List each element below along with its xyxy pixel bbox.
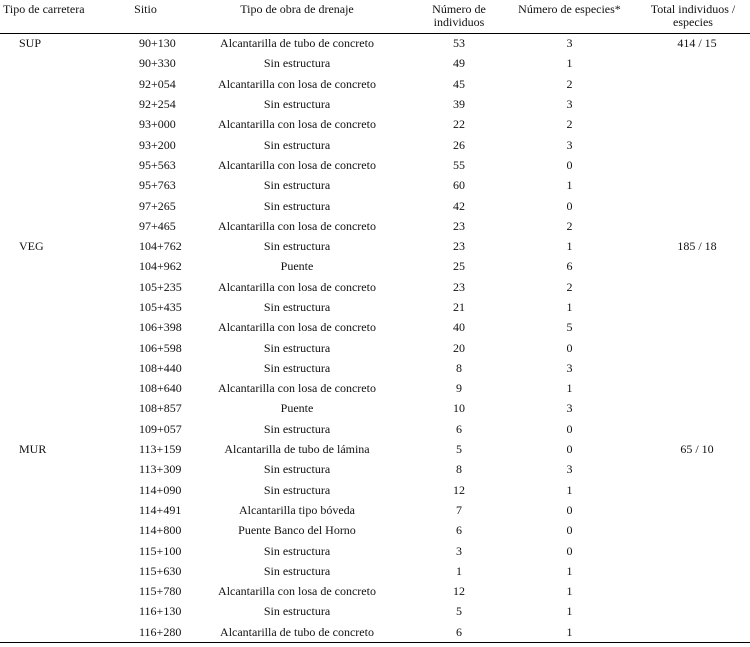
cell-sitio: 115+630 xyxy=(139,563,182,578)
cell-numero-especies: 3 xyxy=(566,462,573,477)
cell-numero-individuos: 40 xyxy=(453,320,465,335)
table-row xyxy=(0,419,750,439)
cell-numero-especies: 1 xyxy=(566,300,573,314)
cell-numero-especies: 3 xyxy=(566,97,573,112)
cell-numero-individuos: 39 xyxy=(453,97,465,112)
cell-tipo-obra: Sin estructura xyxy=(263,239,331,254)
cell-total xyxy=(636,541,750,561)
table-row xyxy=(0,399,750,419)
cell-tipo-obra: Alcantarilla de tubo de lámina xyxy=(224,442,370,457)
cell-tipo-carretera xyxy=(0,155,112,175)
cell-sitio: 106+598 xyxy=(139,340,182,355)
cell-numero-especies: 0 xyxy=(566,442,573,457)
cell-numero-individuos: 22 xyxy=(453,117,465,132)
cell-sitio: 92+054 xyxy=(139,76,176,91)
cell-total xyxy=(636,521,750,541)
cell-tipo-obra: Sin estructura xyxy=(263,198,331,213)
drainage-table xyxy=(0,3,750,643)
cell-sitio: 115+780 xyxy=(139,584,182,599)
cell-numero-especies: 0 xyxy=(566,523,573,538)
cell-numero-individuos: 53 xyxy=(453,36,465,51)
cell-numero-especies: 0 xyxy=(566,421,573,436)
cell-numero-individuos: 60 xyxy=(453,178,465,193)
cell-tipo-carretera xyxy=(0,500,112,520)
cell-numero-especies: 6 xyxy=(566,259,573,274)
cell-sitio: 105+435 xyxy=(139,300,182,314)
cell-sitio: 108+440 xyxy=(139,360,182,375)
cell-tipo-carretera xyxy=(0,541,112,561)
cell-numero-especies: 0 xyxy=(566,340,573,355)
cell-total xyxy=(636,318,750,338)
cell-tipo-obra: Sin estructura xyxy=(263,543,331,558)
cell-tipo-carretera: SUP xyxy=(19,36,42,51)
cell-tipo-obra: Sin estructura xyxy=(263,360,331,375)
cell-numero-individuos: 5 xyxy=(456,604,462,619)
cell-numero-individuos: 23 xyxy=(453,239,465,254)
cell-numero-individuos: 8 xyxy=(456,462,462,477)
cell-tipo-carretera xyxy=(0,561,112,581)
cell-total xyxy=(636,257,750,277)
cell-numero-especies: 0 xyxy=(566,157,573,172)
cell-tipo-carretera xyxy=(0,216,112,236)
cell-numero-especies: 1 xyxy=(566,604,573,619)
cell-numero-especies: 3 xyxy=(566,360,573,375)
cell-tipo-carretera xyxy=(0,94,112,114)
cell-sitio: 104+962 xyxy=(139,259,182,274)
table-row xyxy=(0,115,750,135)
cell-numero-especies: 3 xyxy=(566,36,573,51)
cell-sitio: 108+640 xyxy=(139,381,182,396)
cell-sitio: 114+090 xyxy=(139,482,182,497)
header-numero-individuos-line2: individuos xyxy=(433,15,485,29)
cell-tipo-obra: Alcantarilla con losa de concreto xyxy=(218,218,376,233)
cell-tipo-carretera xyxy=(0,297,112,317)
cell-tipo-carretera xyxy=(0,196,112,216)
cell-numero-individuos: 23 xyxy=(453,279,465,294)
header-total xyxy=(636,3,750,34)
cell-numero-especies: 3 xyxy=(566,401,573,416)
cell-tipo-carretera xyxy=(0,135,112,155)
cell-total xyxy=(636,622,750,642)
cell-numero-individuos: 45 xyxy=(453,76,465,91)
header-numero-especies: Número de especies* xyxy=(503,3,636,34)
cell-numero-individuos: 21 xyxy=(453,300,465,314)
table-row xyxy=(0,521,750,541)
cell-numero-especies: 1 xyxy=(566,482,573,497)
cell-total xyxy=(636,155,750,175)
cell-tipo-obra: Sin estructura xyxy=(263,97,331,112)
cell-numero-especies: 2 xyxy=(566,279,573,294)
table-row xyxy=(0,602,750,622)
table-row xyxy=(0,460,750,480)
cell-numero-individuos: 12 xyxy=(453,482,465,497)
cell-numero-individuos: 5 xyxy=(456,442,462,457)
table-row xyxy=(0,54,750,74)
cell-tipo-carretera xyxy=(0,582,112,602)
cell-sitio: 116+130 xyxy=(139,604,182,619)
cell-tipo-carretera xyxy=(0,419,112,439)
cell-tipo-obra: Alcantarilla con losa de concreto xyxy=(218,157,376,172)
cell-total: 414 / 15 xyxy=(677,36,717,51)
table-row xyxy=(0,196,750,216)
table-row xyxy=(0,216,750,236)
table-row xyxy=(0,358,750,378)
cell-numero-individuos: 6 xyxy=(456,421,462,436)
cell-tipo-carretera xyxy=(0,602,112,622)
cell-numero-individuos: 10 xyxy=(453,401,465,416)
cell-tipo-carretera xyxy=(0,622,112,642)
header-tipo-carretera: Tipo de carretera xyxy=(0,3,112,34)
table-row xyxy=(0,622,750,642)
cell-numero-especies: 5 xyxy=(566,320,573,335)
table-row xyxy=(0,94,750,114)
header-numero-individuos xyxy=(415,3,503,34)
cell-numero-individuos: 25 xyxy=(453,259,465,274)
cell-numero-especies: 1 xyxy=(566,239,573,254)
cell-numero-individuos: 12 xyxy=(453,584,465,599)
table-row xyxy=(0,277,750,297)
cell-tipo-carretera xyxy=(0,257,112,277)
header-total-line1: Total individuos / xyxy=(650,2,736,16)
cell-tipo-obra: Sin estructura xyxy=(263,462,331,477)
table-row xyxy=(0,236,750,256)
cell-tipo-carretera xyxy=(0,54,112,74)
cell-sitio: 95+763 xyxy=(139,178,176,193)
cell-tipo-carretera xyxy=(0,277,112,297)
header-tipo-obra: Tipo de obra de drenaje xyxy=(179,3,415,34)
cell-sitio: 113+309 xyxy=(139,462,182,477)
cell-tipo-obra: Alcantarilla con losa de concreto xyxy=(218,584,376,599)
cell-total xyxy=(636,277,750,297)
cell-total: 65 / 10 xyxy=(680,442,714,457)
cell-tipo-obra: Alcantarilla con losa de concreto xyxy=(218,381,376,396)
cell-total xyxy=(636,196,750,216)
cell-sitio: 92+254 xyxy=(139,97,176,112)
cell-tipo-carretera xyxy=(0,358,112,378)
cell-numero-individuos: 49 xyxy=(453,56,465,71)
cell-tipo-obra: Puente xyxy=(280,259,314,274)
cell-sitio: 97+265 xyxy=(139,198,176,213)
cell-tipo-obra: Sin estructura xyxy=(263,300,331,314)
table-row xyxy=(0,297,750,317)
table-row xyxy=(0,34,750,54)
cell-total xyxy=(636,338,750,358)
cell-total xyxy=(636,460,750,480)
cell-numero-especies: 2 xyxy=(566,218,573,233)
cell-tipo-obra: Sin estructura xyxy=(263,482,331,497)
cell-numero-individuos: 26 xyxy=(453,137,465,152)
cell-tipo-obra: Sin estructura xyxy=(263,137,331,152)
cell-numero-individuos: 8 xyxy=(456,360,462,375)
cell-total xyxy=(636,582,750,602)
cell-numero-especies: 2 xyxy=(566,76,573,91)
cell-tipo-carretera xyxy=(0,480,112,500)
cell-numero-especies: 1 xyxy=(566,178,573,193)
cell-total xyxy=(636,500,750,520)
cell-tipo-obra: Sin estructura xyxy=(263,56,331,71)
table-header xyxy=(0,3,750,34)
cell-numero-especies: 0 xyxy=(566,502,573,517)
cell-total xyxy=(636,358,750,378)
cell-sitio: 90+130 xyxy=(139,36,176,51)
cell-sitio: 114+800 xyxy=(139,523,182,538)
cell-numero-especies: 2 xyxy=(566,117,573,132)
cell-sitio: 115+100 xyxy=(139,543,182,558)
cell-sitio: 93+200 xyxy=(139,137,176,152)
cell-total xyxy=(636,419,750,439)
cell-tipo-obra: Alcantarilla tipo bóveda xyxy=(239,502,355,517)
cell-tipo-obra: Alcantarilla con losa de concreto xyxy=(218,117,376,132)
table-row xyxy=(0,582,750,602)
cell-tipo-obra: Puente xyxy=(280,401,314,416)
cell-numero-individuos: 23 xyxy=(453,218,465,233)
table-row xyxy=(0,155,750,175)
cell-tipo-carretera xyxy=(0,338,112,358)
cell-tipo-obra: Alcantarilla de tubo de concreto xyxy=(220,36,374,51)
cell-tipo-obra: Alcantarilla con losa de concreto xyxy=(218,320,376,335)
table-body xyxy=(0,34,750,643)
cell-tipo-obra: Alcantarilla con losa de concreto xyxy=(218,76,376,91)
cell-sitio: 90+330 xyxy=(139,56,176,71)
cell-numero-individuos: 20 xyxy=(453,340,465,355)
cell-tipo-obra: Puente Banco del Horno xyxy=(238,523,356,538)
cell-tipo-obra: Sin estructura xyxy=(263,604,331,619)
cell-sitio: 116+280 xyxy=(112,622,179,642)
cell-tipo-carretera xyxy=(0,176,112,196)
cell-numero-especies: 3 xyxy=(566,137,573,152)
cell-sitio: 113+159 xyxy=(139,442,182,457)
table-row xyxy=(0,500,750,520)
cell-tipo-obra: Sin estructura xyxy=(263,421,331,436)
cell-numero-individuos: 3 xyxy=(456,543,462,558)
cell-tipo-carretera xyxy=(0,379,112,399)
table-row xyxy=(0,318,750,338)
cell-total xyxy=(636,74,750,94)
cell-total xyxy=(636,399,750,419)
table-row xyxy=(0,439,750,459)
cell-numero-individuos: 42 xyxy=(453,198,465,213)
cell-numero-individuos: 9 xyxy=(456,381,462,396)
header-total-line2: especies xyxy=(673,15,713,29)
cell-sitio: 114+491 xyxy=(139,502,182,517)
table-row xyxy=(0,176,750,196)
header-numero-individuos-line1: Número de xyxy=(432,2,486,16)
cell-numero-especies: 1 xyxy=(566,381,573,396)
cell-total xyxy=(636,115,750,135)
cell-total xyxy=(636,216,750,236)
cell-tipo-obra: Sin estructura xyxy=(263,178,331,193)
cell-tipo-carretera xyxy=(0,115,112,135)
cell-total xyxy=(636,94,750,114)
cell-total xyxy=(636,602,750,622)
cell-tipo-obra: Sin estructura xyxy=(263,340,331,355)
cell-numero-individuos: 1 xyxy=(456,563,462,578)
table-row xyxy=(0,257,750,277)
cell-numero-especies: 1 xyxy=(566,56,573,71)
cell-total xyxy=(636,297,750,317)
cell-total xyxy=(636,561,750,581)
table-row xyxy=(0,561,750,581)
cell-total: 185 / 18 xyxy=(677,239,717,254)
cell-sitio: 97+465 xyxy=(139,218,176,233)
cell-numero-individuos: 6 xyxy=(456,523,462,538)
cell-total xyxy=(636,379,750,399)
table-row xyxy=(0,74,750,94)
cell-tipo-obra: Alcantarilla de tubo de concreto xyxy=(179,622,415,642)
table-row xyxy=(0,338,750,358)
table-row xyxy=(0,135,750,155)
cell-sitio: 93+000 xyxy=(139,117,176,132)
cell-sitio: 105+235 xyxy=(139,279,182,294)
cell-numero-especies: 1 xyxy=(566,563,573,578)
cell-numero-especies: 0 xyxy=(566,543,573,558)
cell-tipo-obra: Sin estructura xyxy=(263,563,331,578)
cell-numero-individuos: 55 xyxy=(453,157,465,172)
cell-total xyxy=(636,176,750,196)
table-row xyxy=(0,480,750,500)
cell-total xyxy=(636,54,750,74)
cell-tipo-carretera: MUR xyxy=(19,442,47,457)
cell-tipo-carretera xyxy=(0,460,112,480)
cell-total xyxy=(636,480,750,500)
table-row xyxy=(0,541,750,561)
table-row xyxy=(0,379,750,399)
cell-tipo-carretera: VEG xyxy=(19,239,44,254)
cell-total xyxy=(636,135,750,155)
cell-numero-individuos: 6 xyxy=(415,622,503,642)
cell-tipo-carretera xyxy=(0,74,112,94)
cell-sitio: 109+057 xyxy=(139,421,182,436)
cell-tipo-carretera xyxy=(0,399,112,419)
cell-sitio: 106+398 xyxy=(139,320,182,335)
cell-numero-individuos: 7 xyxy=(456,502,462,517)
cell-numero-especies: 1 xyxy=(503,622,636,642)
header-sitio: Sitio xyxy=(112,3,179,34)
cell-sitio: 108+857 xyxy=(139,401,182,416)
cell-numero-especies: 1 xyxy=(566,584,573,599)
cell-tipo-obra: Alcantarilla con losa de concreto xyxy=(218,279,376,294)
cell-tipo-carretera xyxy=(0,318,112,338)
cell-sitio: 95+563 xyxy=(139,157,176,172)
cell-sitio: 104+762 xyxy=(139,239,182,254)
cell-tipo-carretera xyxy=(0,521,112,541)
cell-numero-especies: 0 xyxy=(566,198,573,213)
